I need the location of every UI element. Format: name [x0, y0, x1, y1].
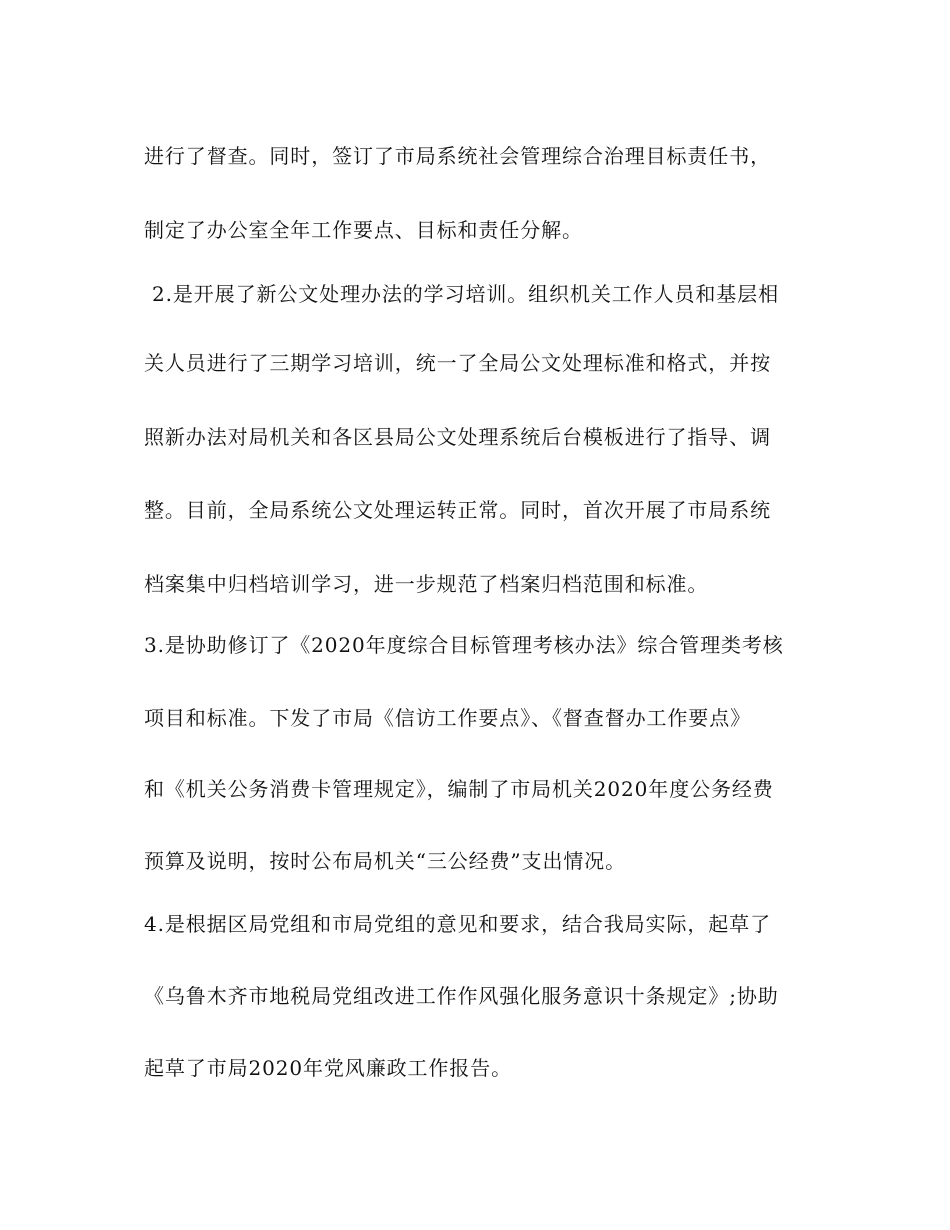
text-line: 2.是开展了新公文处理办法的学习培训。组织机关工作人员和基层相: [152, 282, 779, 306]
text-line: 制定了办公室全年工作要点、目标和责任分解。: [144, 218, 583, 242]
text-line: 进行了督查。同时，签订了市局系统社会管理综合治理目标责任书，: [144, 144, 771, 168]
text-line: 项目和标准。下发了市局《信访工作要点》、《督查督办工作要点》: [144, 706, 751, 730]
text-line: 和《机关公务消费卡管理规定》，编制了市局机关2020年度公务经费: [144, 777, 774, 801]
text-line: 起草了市局2020年党风廉政工作报告。: [144, 1056, 512, 1080]
text-line: 《乌鲁木齐市地税局党组改进工作作风强化服务意识十条规定》;协助: [144, 984, 779, 1008]
text-line: 照新办法对局机关和各区县局公文处理系统后台模板进行了指导、调: [144, 425, 771, 449]
text-line: 整。目前，全局系统公文处理运转正常。同时，首次开展了市局系统: [144, 498, 771, 522]
text-line: 关人员进行了三期学习培训，统一了全局公文处理标准和格式，并按: [144, 351, 771, 375]
text-line: 4.是根据区局党组和市局党组的意见和要求，结合我局实际，起草了: [144, 912, 771, 936]
text-line: 3.是协助修订了《2020年度综合目标管理考核办法》综合管理类考核: [144, 633, 784, 657]
text-line: 档案集中归档培训学习，进一步规范了档案归档范围和标准。: [144, 572, 709, 596]
text-line: 预算及说明，按时公布局机关“三公经费”支出情况。: [144, 849, 627, 873]
